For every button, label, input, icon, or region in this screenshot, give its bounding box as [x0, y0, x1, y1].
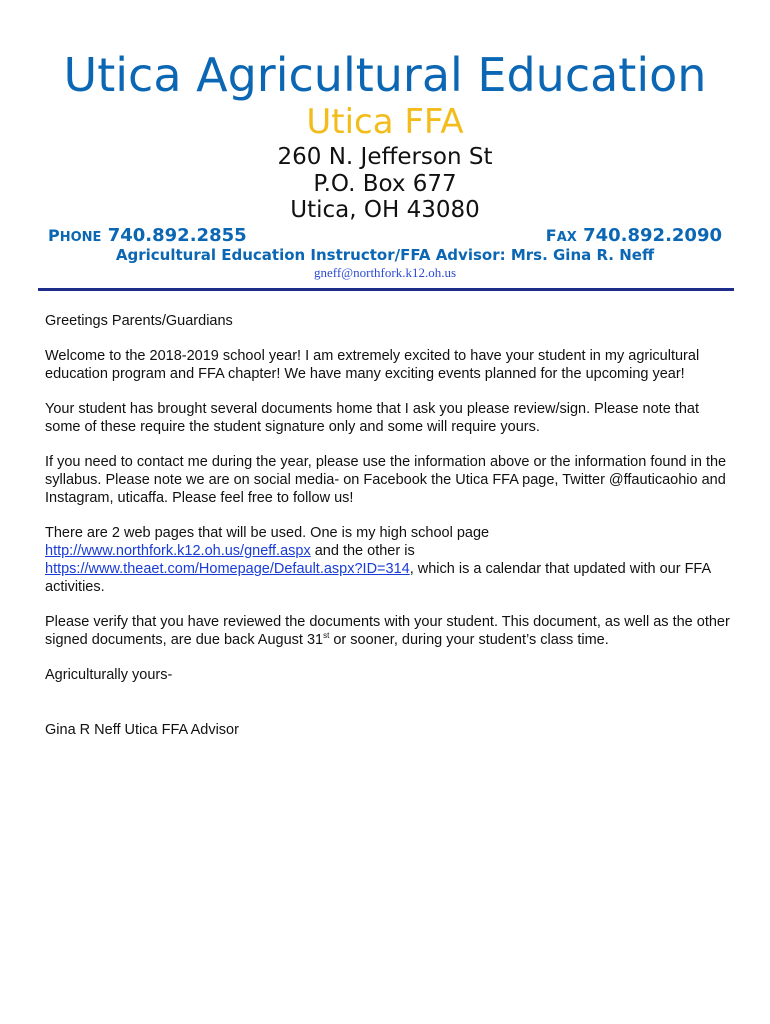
- phone-number: 740.892.2855: [107, 225, 247, 246]
- web-pages-text-1: There are 2 web pages that will be used. One is my high school page: [45, 525, 490, 541]
- instructor-line: Agricultural Education Instructor/FFA Advisor: Mrs. Gina R. Neff: [115, 246, 655, 264]
- paragraph-web-pages: [45, 524, 735, 596]
- fax-number: 740.892.2090: [583, 225, 722, 246]
- link-high-school-page[interactable]: http://www.northfork.k12.oh.us/gneff.aspx: [45, 543, 311, 559]
- signature: Gina R Neff Utica FFA Advisor: [45, 722, 239, 738]
- web-pages-text-2: and the other is: [310, 543, 415, 559]
- ordinal-suffix: st: [323, 631, 330, 640]
- address-city: Utica, OH 43080: [290, 197, 480, 223]
- link-calendar-page[interactable]: https://www.theaet.com/Homepage/Default.aspx?ID=314: [45, 561, 410, 577]
- page-subtitle: Utica FFA: [306, 102, 464, 142]
- verify-text-1: Please verify that you have reviewed the documents with your student. This document, as well as the other signed documents, are due back August 31: [45, 614, 730, 648]
- letter-body: [45, 312, 735, 756]
- phone-label-initial: P: [48, 226, 60, 245]
- fax-label-initial: F: [545, 226, 557, 245]
- web-pages-text-3: , which is a calendar that updated with our FFA activities.: [45, 561, 711, 595]
- paragraph-contact: If you need to contact me during the year, please use the information above or the information found in the syllabus. Please note we are on social media- on Facebook the Utica FFA page, Twitter @ffauticaohio and Instagram, uticaffa. Please feel free to follow us!: [45, 454, 727, 506]
- address-street: 260 N. Jefferson St: [277, 144, 493, 170]
- page-title: Utica Agricultural Education: [63, 48, 707, 102]
- closing: Agriculturally yours-: [45, 667, 173, 683]
- paragraph-documents: Your student has brought several documents home that I ask you please review/sign. Please note that some of these require the student signature only and some will require yours.: [45, 401, 699, 435]
- phone-label-rest: HONE: [59, 230, 102, 245]
- paragraph-welcome: Welcome to the 2018-2019 school year! I am extremely excited to have your student in my agricultural education program and FFA chapter! We have many exciting events planned for the upcoming year!: [45, 348, 700, 382]
- greeting: Greetings Parents/Guardians: [45, 313, 233, 329]
- header-divider: [38, 288, 734, 291]
- verify-text-2: or sooner, during your student’s class time.: [329, 632, 609, 648]
- fax-label-rest: AX: [556, 230, 577, 245]
- paragraph-verify: [45, 613, 735, 649]
- email-address: gneff@northfork.k12.oh.us: [313, 265, 457, 280]
- address-po-box: P.O. Box 677: [313, 171, 457, 197]
